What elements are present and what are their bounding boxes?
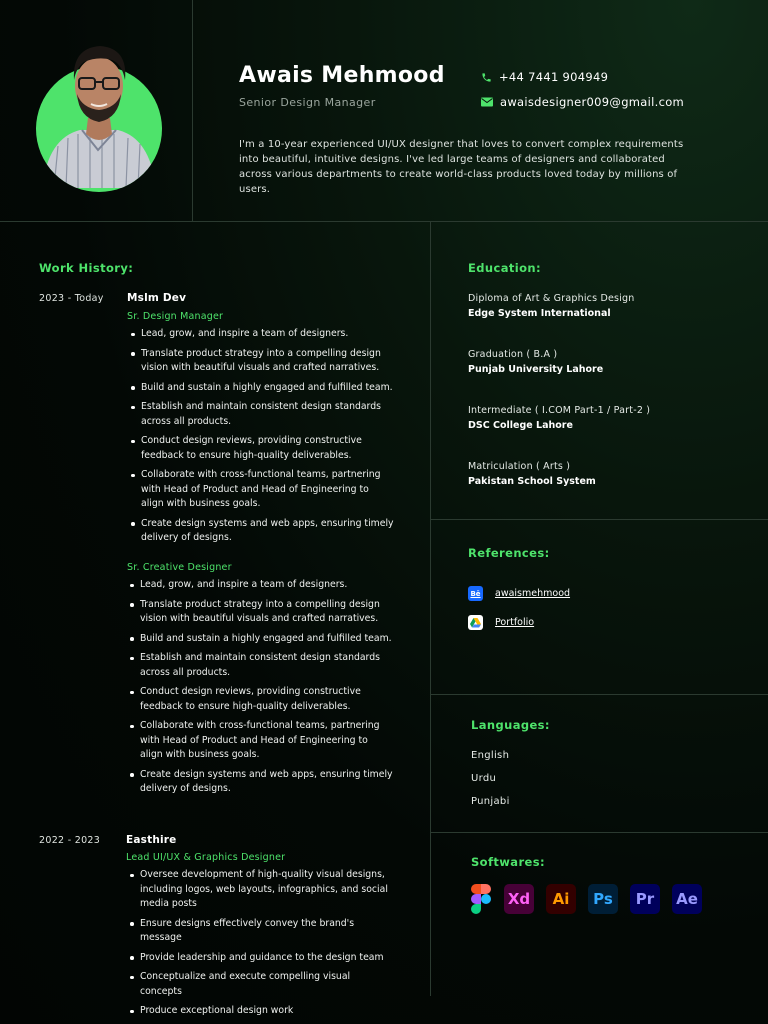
list-item: Collaborate with cross-functional teams, partnering with Head of Product and Head of Engineering to align with business goals. xyxy=(127,719,393,763)
education-degree: Intermediate ( I.COM Part-1 / Part-2 ) xyxy=(468,405,651,416)
softwares-title: Softwares: xyxy=(471,855,545,869)
phone-contact[interactable] xyxy=(481,70,608,84)
references-title: References: xyxy=(468,546,550,560)
job-role-title: Sr. Design Manager xyxy=(127,311,224,322)
job-bullets xyxy=(127,578,393,802)
column-divider xyxy=(430,222,431,996)
education-school: Punjab University Lahore xyxy=(468,364,604,375)
language-item: Punjabi xyxy=(471,796,510,807)
phone-number: +44 7441 904949 xyxy=(499,70,609,84)
job-date: 2022 - 2023 xyxy=(39,835,101,846)
adobe-illustrator-icon: Ai xyxy=(546,884,576,914)
job-role-title: Lead UI/UX & Graphics Designer xyxy=(126,852,286,863)
language-item: Urdu xyxy=(471,773,497,784)
reference-link[interactable]: Portfolio xyxy=(495,617,535,628)
profile-photo xyxy=(34,38,164,194)
education-degree: Matriculation ( Arts ) xyxy=(468,461,571,472)
list-item: Conduct design reviews, providing constructive feedback to ensure high-quality deliverables. xyxy=(128,434,394,463)
education-school: Edge System International xyxy=(468,308,611,319)
job-bullets xyxy=(127,868,393,1024)
list-item: Build and sustain a highly engaged and fulfilled team. xyxy=(128,381,394,396)
list-item: Collaborate with cross-functional teams, partnering with Head of Product and Head of Engineering to align with business goals. xyxy=(128,468,394,512)
language-item: English xyxy=(471,750,510,761)
list-item: Translate product strategy into a compelling design vision with beautiful visuals and crafted narratives. xyxy=(128,347,394,376)
education-school: DSC College Lahore xyxy=(468,420,573,431)
software-list xyxy=(470,884,702,914)
google-drive-icon xyxy=(468,615,483,630)
job-bullets xyxy=(128,327,394,551)
candidate-role: Senior Design Manager xyxy=(239,96,376,109)
section-divider xyxy=(431,519,768,520)
education-degree: Diploma of Art & Graphics Design xyxy=(468,293,635,304)
phone-icon xyxy=(481,72,492,83)
list-item: Establish and maintain consistent design standards across all products. xyxy=(127,651,393,680)
list-item: Build and sustain a highly engaged and fulfilled team. xyxy=(127,632,393,647)
list-item: Provide leadership and guidance to the design team xyxy=(127,951,393,966)
adobe-premiere-icon: Pr xyxy=(630,884,660,914)
list-item: Produce exceptional design work xyxy=(127,1004,393,1019)
education-title: Education: xyxy=(468,261,541,275)
list-item: Establish and maintain consistent design standards across all products. xyxy=(128,400,394,429)
section-divider xyxy=(431,694,768,695)
header-divider xyxy=(192,0,193,222)
list-item: Lead, grow, and inspire a team of designers. xyxy=(127,578,393,593)
email-contact[interactable] xyxy=(481,95,684,109)
candidate-name: Awais Mehmood xyxy=(239,63,445,88)
avatar xyxy=(34,38,164,194)
list-item: Create design systems and web apps, ensuring timely delivery of designs. xyxy=(127,768,393,797)
adobe-xd-icon: Xd xyxy=(504,884,534,914)
adobe-after-effects-icon: Ae xyxy=(672,884,702,914)
list-item: Create design systems and web apps, ensuring timely delivery of designs. xyxy=(128,517,394,546)
list-item: Conduct design reviews, providing constructive feedback to ensure high-quality deliverables. xyxy=(127,685,393,714)
reference-portfolio[interactable] xyxy=(468,615,534,630)
languages-title: Languages: xyxy=(471,718,550,732)
behance-icon: Bē xyxy=(468,586,483,601)
bio-text: I'm a 10-year experienced UI/UX designer that loves to convert complex requirements into beautiful, intuitive designs. I've led large teams of designers and collaborated across various departments to create world-class products loved today by millions of users. xyxy=(239,139,684,195)
list-item: Oversee development of high-quality visual designs, including logos, web layouts, infographics, and social media posts xyxy=(127,868,393,912)
list-item: Conceptualize and execute compelling visual concepts xyxy=(127,970,393,999)
section-divider xyxy=(431,832,768,833)
list-item: Translate product strategy into a compelling design vision with beautiful visuals and crafted narratives. xyxy=(127,598,393,627)
work-history-title: Work History: xyxy=(39,261,134,275)
list-item: Ensure designs effectively convey the brand's message xyxy=(127,917,393,946)
job-company: Easthire xyxy=(126,834,177,846)
reference-link[interactable]: awaismehmood xyxy=(495,588,571,599)
resume-header xyxy=(0,0,768,222)
email-icon xyxy=(481,97,493,107)
job-date: 2023 - Today xyxy=(39,293,104,304)
email-address: awaisdesigner009@gmail.com xyxy=(500,95,685,109)
list-item: Lead, grow, and inspire a team of designers. xyxy=(128,327,394,342)
adobe-photoshop-icon: Ps xyxy=(588,884,618,914)
education-degree: Graduation ( B.A ) xyxy=(468,349,558,360)
job-company: Mslm Dev xyxy=(127,292,187,304)
education-school: Pakistan School System xyxy=(468,476,596,487)
figma-icon xyxy=(470,884,492,914)
job-role-title: Sr. Creative Designer xyxy=(127,562,232,573)
reference-behance[interactable] xyxy=(468,586,570,601)
